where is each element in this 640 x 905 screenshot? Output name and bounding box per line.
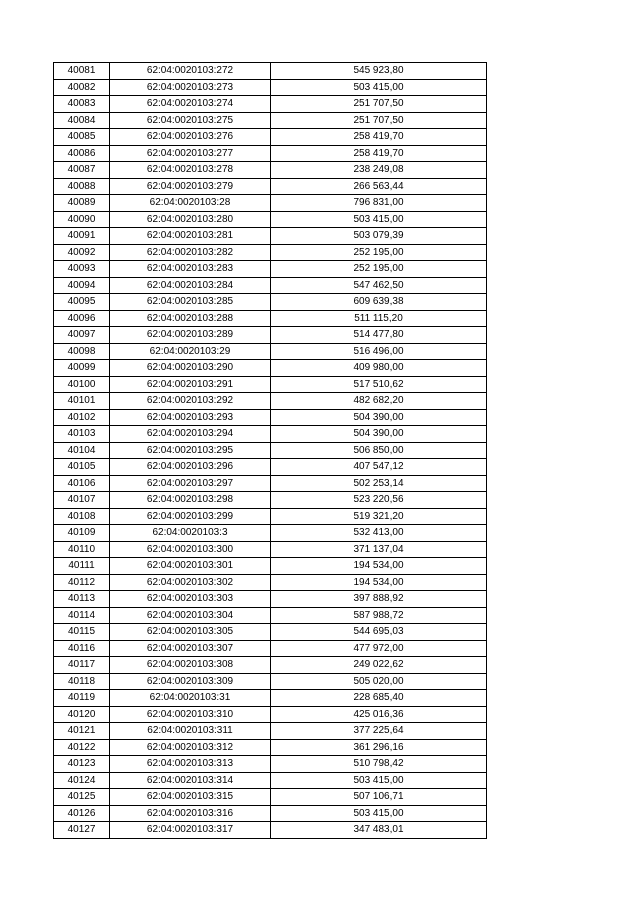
table-row [54,96,487,113]
cadastral-number-cell: 62:04:0020103:275 [110,112,271,129]
cadastral-number-cell: 62:04:0020103:282 [110,244,271,261]
cadastral-number-cell: 62:04:0020103:284 [110,277,271,294]
cadastral-number-cell: 62:04:0020103:276 [110,129,271,146]
row-number-cell: 40124 [54,772,110,789]
value-cell: 511 115,20 [271,310,487,327]
cadastral-number-cell: 62:04:0020103:31 [110,690,271,707]
cadastral-number-cell: 62:04:0020103:289 [110,327,271,344]
row-number-cell: 40090 [54,211,110,228]
row-number-cell: 40099 [54,360,110,377]
table-row [54,624,487,641]
row-number-cell: 40109 [54,525,110,542]
table-row [54,195,487,212]
cadastral-number-cell: 62:04:0020103:301 [110,558,271,575]
cadastral-number-cell: 62:04:0020103:302 [110,574,271,591]
table-row [54,228,487,245]
cadastral-number-cell: 62:04:0020103:310 [110,706,271,723]
value-cell: 397 888,92 [271,591,487,608]
row-number-cell: 40107 [54,492,110,509]
value-cell: 504 390,00 [271,409,487,426]
value-cell: 371 137,04 [271,541,487,558]
cadastral-number-cell: 62:04:0020103:279 [110,178,271,195]
cadastral-number-cell: 62:04:0020103:307 [110,640,271,657]
value-cell: 407 547,12 [271,459,487,476]
value-cell: 544 695,03 [271,624,487,641]
row-number-cell: 40122 [54,739,110,756]
table-row [54,657,487,674]
cadastral-number-cell: 62:04:0020103:299 [110,508,271,525]
cadastral-number-cell: 62:04:0020103:28 [110,195,271,212]
table-row [54,178,487,195]
cadastral-number-cell: 62:04:0020103:291 [110,376,271,393]
row-number-cell: 40121 [54,723,110,740]
row-number-cell: 40119 [54,690,110,707]
row-number-cell: 40083 [54,96,110,113]
table-row [54,789,487,806]
table-row [54,772,487,789]
cadastral-number-cell: 62:04:0020103:309 [110,673,271,690]
value-cell: 249 022,62 [271,657,487,674]
value-cell: 503 415,00 [271,211,487,228]
value-cell: 503 415,00 [271,772,487,789]
cadastral-number-cell: 62:04:0020103:280 [110,211,271,228]
row-number-cell: 40087 [54,162,110,179]
cadastral-number-cell: 62:04:0020103:283 [110,261,271,278]
table-row [54,508,487,525]
cadastral-number-cell: 62:04:0020103:312 [110,739,271,756]
row-number-cell: 40103 [54,426,110,443]
table-row [54,442,487,459]
value-cell: 503 415,00 [271,805,487,822]
cadastral-number-cell: 62:04:0020103:314 [110,772,271,789]
table-row [54,459,487,476]
row-number-cell: 40116 [54,640,110,657]
row-number-cell: 40104 [54,442,110,459]
table-row [54,79,487,96]
table-row [54,129,487,146]
row-number-cell: 40118 [54,673,110,690]
cadastral-number-cell: 62:04:0020103:298 [110,492,271,509]
cadastral-number-cell: 62:04:0020103:317 [110,822,271,839]
cadastral-number-cell: 62:04:0020103:311 [110,723,271,740]
row-number-cell: 40082 [54,79,110,96]
value-cell: 506 850,00 [271,442,487,459]
value-cell: 507 106,71 [271,789,487,806]
value-cell: 252 195,00 [271,244,487,261]
row-number-cell: 40123 [54,756,110,773]
row-number-cell: 40081 [54,63,110,80]
table-row [54,211,487,228]
cadastral-number-cell: 62:04:0020103:294 [110,426,271,443]
table-row [54,360,487,377]
row-number-cell: 40095 [54,294,110,311]
value-cell: 519 321,20 [271,508,487,525]
value-cell: 251 707,50 [271,112,487,129]
table-row [54,376,487,393]
row-number-cell: 40125 [54,789,110,806]
value-cell: 502 253,14 [271,475,487,492]
row-number-cell: 40110 [54,541,110,558]
value-cell: 587 988,72 [271,607,487,624]
row-number-cell: 40092 [54,244,110,261]
cadastral-number-cell: 62:04:0020103:308 [110,657,271,674]
value-cell: 251 707,50 [271,96,487,113]
row-number-cell: 40106 [54,475,110,492]
cadastral-number-cell: 62:04:0020103:3 [110,525,271,542]
row-number-cell: 40100 [54,376,110,393]
row-number-cell: 40105 [54,459,110,476]
cadastral-number-cell: 62:04:0020103:292 [110,393,271,410]
table-row [54,409,487,426]
cadastral-number-cell: 62:04:0020103:273 [110,79,271,96]
table-row [54,343,487,360]
row-number-cell: 40101 [54,393,110,410]
table-row [54,822,487,839]
table-row [54,162,487,179]
value-cell: 425 016,36 [271,706,487,723]
table-row [54,426,487,443]
table-row [54,327,487,344]
table-row [54,261,487,278]
row-number-cell: 40094 [54,277,110,294]
cadastral-number-cell: 62:04:0020103:300 [110,541,271,558]
cadastral-number-cell: 62:04:0020103:288 [110,310,271,327]
cadastral-number-cell: 62:04:0020103:277 [110,145,271,162]
value-cell: 503 079,39 [271,228,487,245]
table-row [54,591,487,608]
value-cell: 266 563,44 [271,178,487,195]
value-cell: 514 477,80 [271,327,487,344]
row-number-cell: 40096 [54,310,110,327]
value-cell: 523 220,56 [271,492,487,509]
table-row [54,525,487,542]
value-cell: 477 972,00 [271,640,487,657]
cadastral-number-cell: 62:04:0020103:304 [110,607,271,624]
table-row [54,673,487,690]
table-row [54,294,487,311]
table-row [54,393,487,410]
table-row [54,805,487,822]
row-number-cell: 40108 [54,508,110,525]
cadastral-number-cell: 62:04:0020103:296 [110,459,271,476]
cadastral-number-cell: 62:04:0020103:272 [110,63,271,80]
table-row [54,244,487,261]
row-number-cell: 40112 [54,574,110,591]
table-row [54,112,487,129]
table-row [54,310,487,327]
row-number-cell: 40098 [54,343,110,360]
value-cell: 377 225,64 [271,723,487,740]
cadastral-number-cell: 62:04:0020103:297 [110,475,271,492]
table-row [54,739,487,756]
row-number-cell: 40113 [54,591,110,608]
value-cell: 504 390,00 [271,426,487,443]
row-number-cell: 40114 [54,607,110,624]
value-cell: 252 195,00 [271,261,487,278]
row-number-cell: 40084 [54,112,110,129]
value-cell: 194 534,00 [271,558,487,575]
table-row [54,574,487,591]
value-cell: 347 483,01 [271,822,487,839]
value-cell: 361 296,16 [271,739,487,756]
value-cell: 505 020,00 [271,673,487,690]
table-row [54,277,487,294]
row-number-cell: 40111 [54,558,110,575]
row-number-cell: 40086 [54,145,110,162]
cadastral-number-cell: 62:04:0020103:315 [110,789,271,806]
table-row [54,706,487,723]
table-row [54,475,487,492]
cadastral-number-cell: 62:04:0020103:285 [110,294,271,311]
cadastral-number-cell: 62:04:0020103:316 [110,805,271,822]
value-cell: 517 510,62 [271,376,487,393]
cadastral-number-cell: 62:04:0020103:278 [110,162,271,179]
cadastral-number-cell: 62:04:0020103:293 [110,409,271,426]
table-row [54,541,487,558]
value-cell: 532 413,00 [271,525,487,542]
cadastral-number-cell: 62:04:0020103:29 [110,343,271,360]
table-row [54,607,487,624]
row-number-cell: 40126 [54,805,110,822]
cadastral-number-cell: 62:04:0020103:295 [110,442,271,459]
row-number-cell: 40120 [54,706,110,723]
cadastral-value-table [53,62,487,839]
value-cell: 258 419,70 [271,145,487,162]
table-row [54,492,487,509]
table-body [54,63,487,839]
row-number-cell: 40097 [54,327,110,344]
value-cell: 516 496,00 [271,343,487,360]
row-number-cell: 40102 [54,409,110,426]
row-number-cell: 40093 [54,261,110,278]
row-number-cell: 40088 [54,178,110,195]
value-cell: 238 249,08 [271,162,487,179]
value-cell: 796 831,00 [271,195,487,212]
table-row [54,558,487,575]
cadastral-number-cell: 62:04:0020103:305 [110,624,271,641]
value-cell: 510 798,42 [271,756,487,773]
value-cell: 503 415,00 [271,79,487,96]
row-number-cell: 40089 [54,195,110,212]
value-cell: 409 980,00 [271,360,487,377]
table-row [54,723,487,740]
row-number-cell: 40091 [54,228,110,245]
table-row [54,756,487,773]
value-cell: 482 682,20 [271,393,487,410]
table-row [54,63,487,80]
cadastral-number-cell: 62:04:0020103:303 [110,591,271,608]
row-number-cell: 40127 [54,822,110,839]
cadastral-number-cell: 62:04:0020103:274 [110,96,271,113]
table-row [54,690,487,707]
value-cell: 258 419,70 [271,129,487,146]
cadastral-number-cell: 62:04:0020103:290 [110,360,271,377]
row-number-cell: 40117 [54,657,110,674]
value-cell: 194 534,00 [271,574,487,591]
value-cell: 609 639,38 [271,294,487,311]
value-cell: 547 462,50 [271,277,487,294]
value-cell: 228 685,40 [271,690,487,707]
cadastral-number-cell: 62:04:0020103:313 [110,756,271,773]
cadastral-number-cell: 62:04:0020103:281 [110,228,271,245]
row-number-cell: 40115 [54,624,110,641]
table-row [54,145,487,162]
table-row [54,640,487,657]
row-number-cell: 40085 [54,129,110,146]
value-cell: 545 923,80 [271,63,487,80]
